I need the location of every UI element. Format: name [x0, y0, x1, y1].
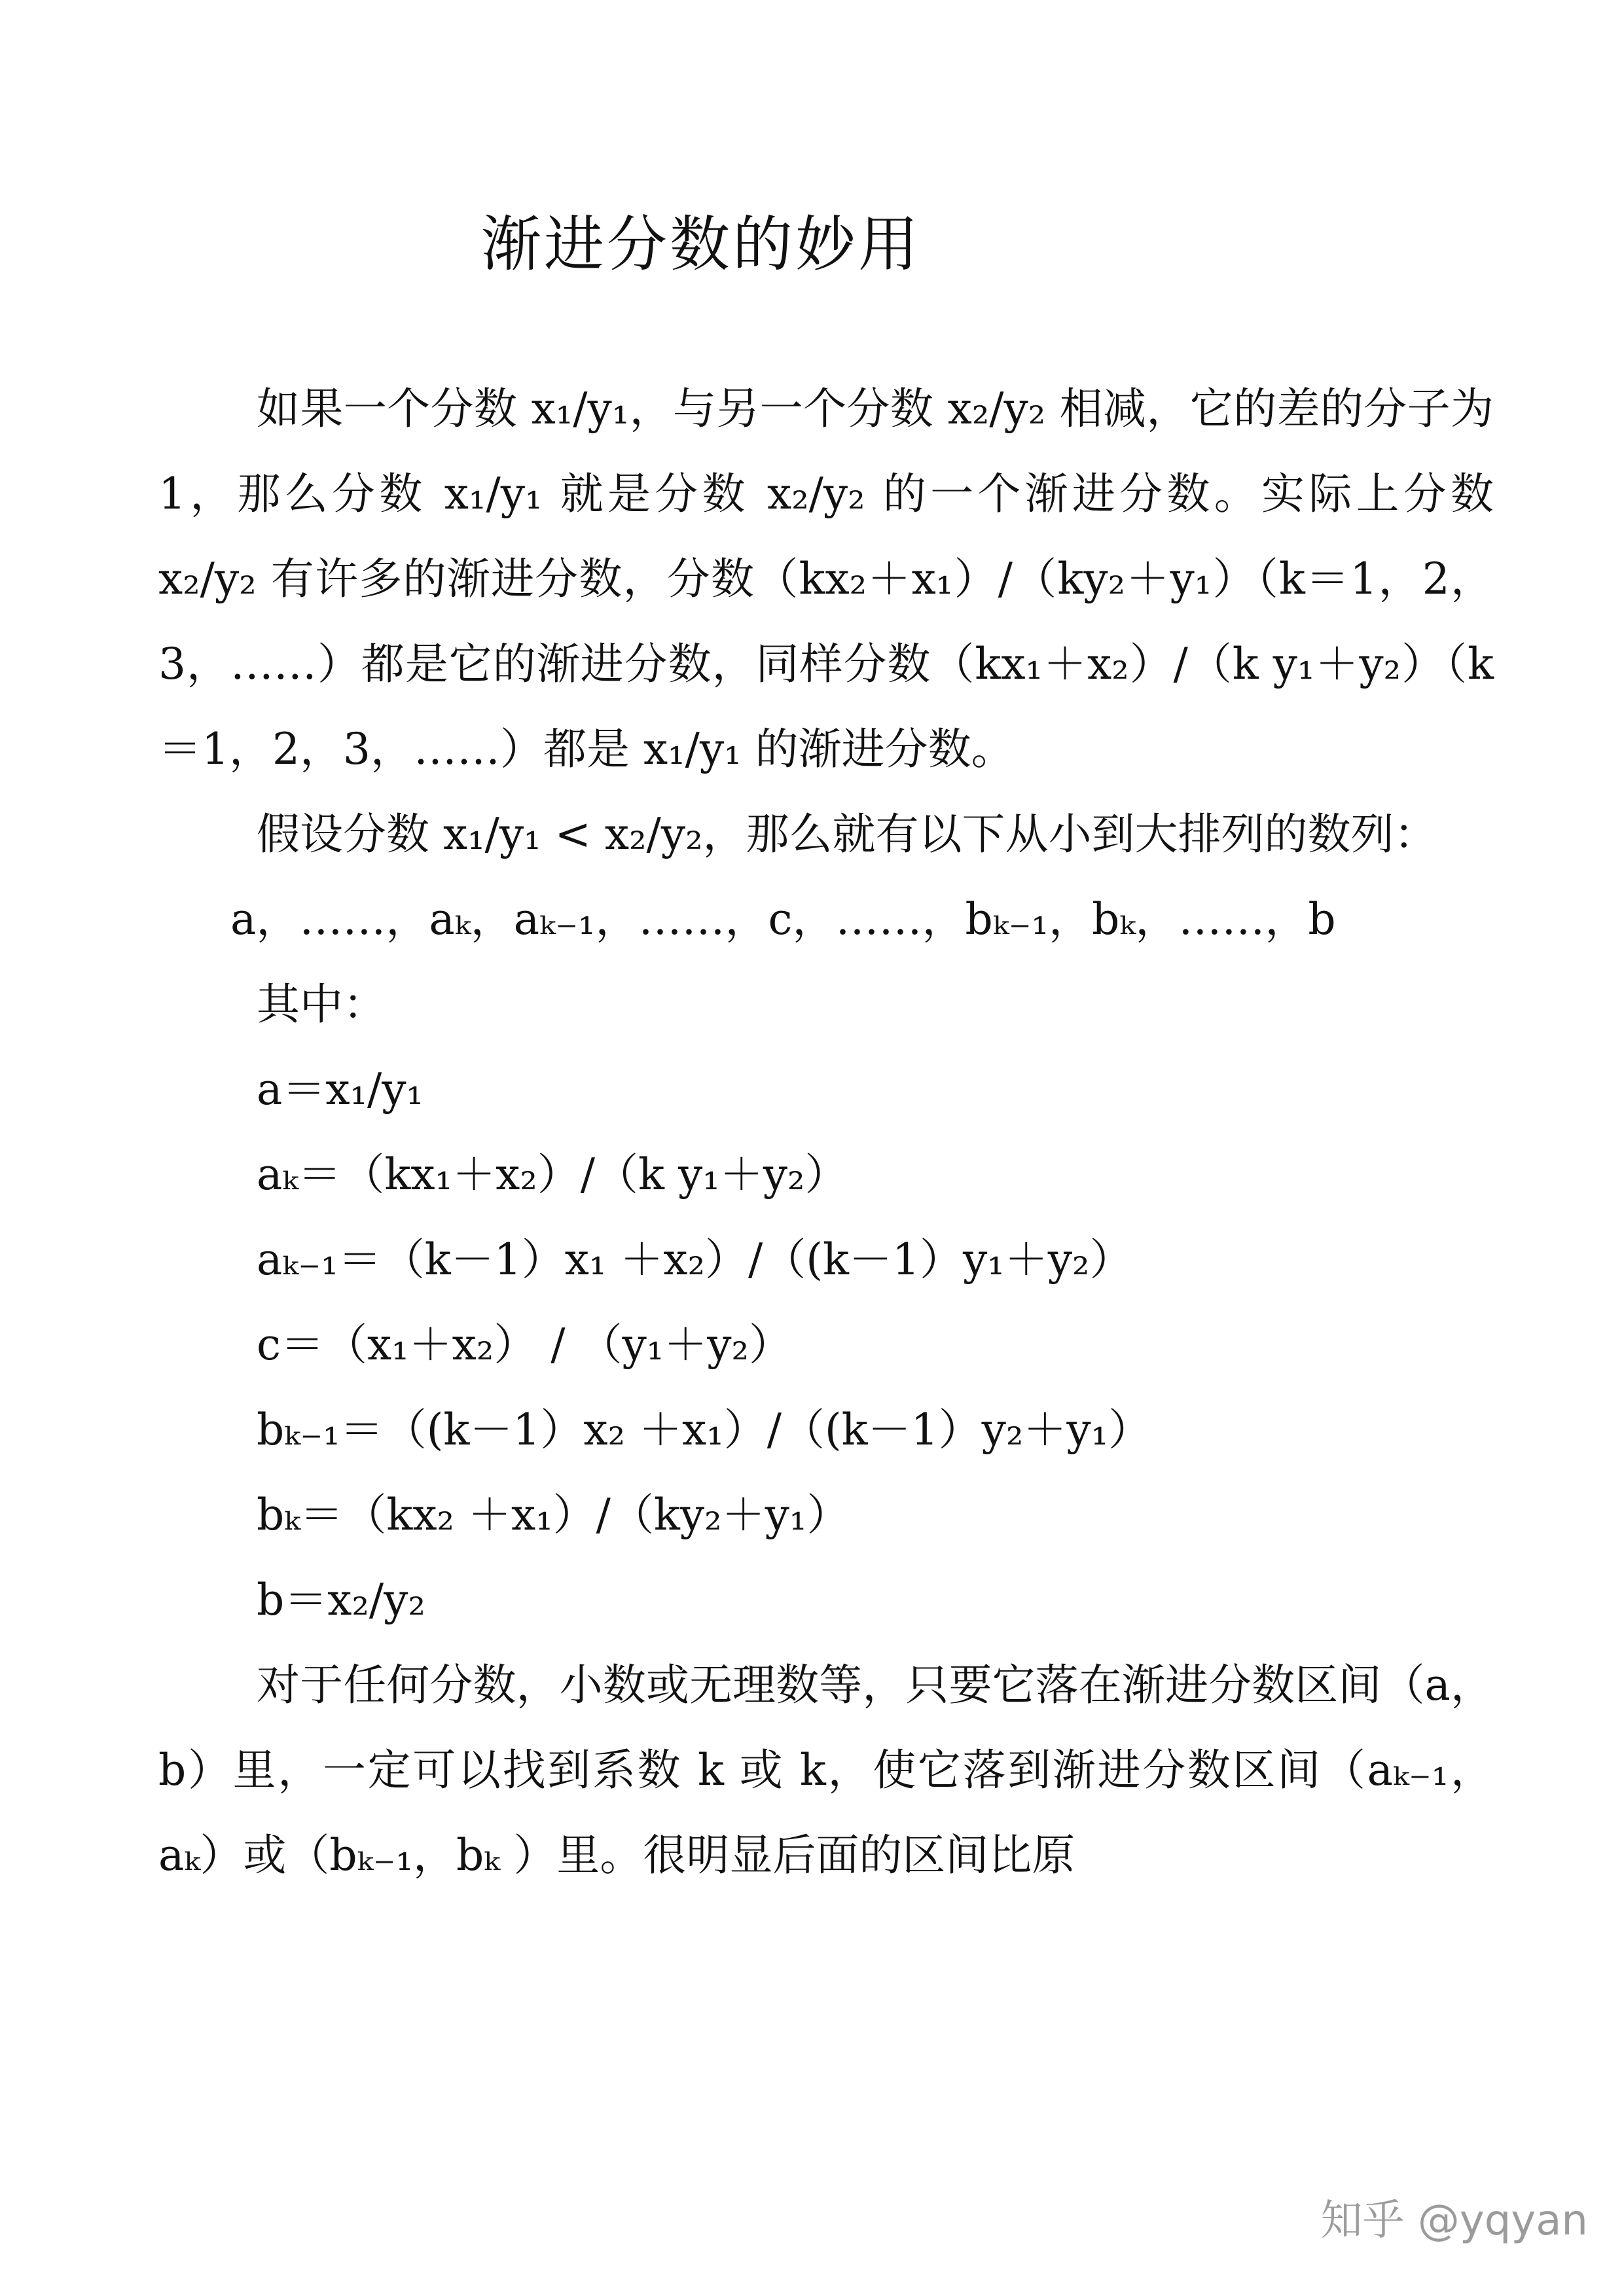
paragraph-assumption: 假设分数 x₁/y₁ < x₂/y₂，那么就有以下从小到大排列的数列：: [257, 809, 1437, 859]
paragraph-definition: 如果一个分数 x₁/y₁，与另一个分数 x₂/y₂ 相减，它的差的分子为 1，那么分数 x₁/y₁ 就是分数 x₂/y₂ 的一个渐进分数。实际上分数 x₂/y₂ 有许多的渐进分数，分数（kx₂＋x₁）/（ky₂＋y₁）（k＝1，2，3，……）都是它的渐进分数，同样分数（kx₁＋x₂）/（k y₁＋y₂）（k＝1，2，3，……）都是 x₁/y₁ 的渐进分数。: [158, 384, 1494, 774]
formula-ak-minus-1: aₖ₋₁＝（k－1）x₁ ＋x₂）/（(k－1）y₁＋y₂）: [257, 1234, 1133, 1285]
zhihu-watermark: 知乎 @yqyan: [1320, 2197, 1588, 2245]
formula-list: [158, 1047, 1494, 1643]
ordered-sequence: a，……，aₖ，aₖ₋₁，……，c，……，bₖ₋₁，bₖ，……，b: [230, 894, 1336, 944]
formula-c: c＝（x₁＋x₂） / （y₁＋y₂）: [257, 1319, 793, 1370]
formula-bk-minus-1: bₖ₋₁＝（(k－1）x₂ ＋x₁）/（(k－1）y₂＋y₁）: [257, 1405, 1152, 1455]
formulas-label: 其中：: [257, 979, 386, 1030]
document-body: [158, 367, 1494, 1898]
formula-ak: aₖ＝（kx₁＋x₂）/（k y₁＋y₂）: [257, 1149, 848, 1200]
page-title: 渐进分数的妙用: [481, 209, 922, 279]
paragraph-closing: 对于任何分数，小数或无理数等，只要它落在渐进分数区间（a，b）里，一定可以找到系数 k 或 k，使它落到渐进分数区间（aₖ₋₁， aₖ）或（bₖ₋₁，bₖ ）里。很明显后面的区间比原: [158, 1660, 1494, 1880]
formula-b: b＝x₂/y₂: [257, 1575, 425, 1625]
formula-a: a＝x₁/y₁: [257, 1064, 424, 1115]
formula-bk: bₖ＝（kx₂ ＋x₁）/（ky₂＋y₁）: [257, 1490, 850, 1540]
